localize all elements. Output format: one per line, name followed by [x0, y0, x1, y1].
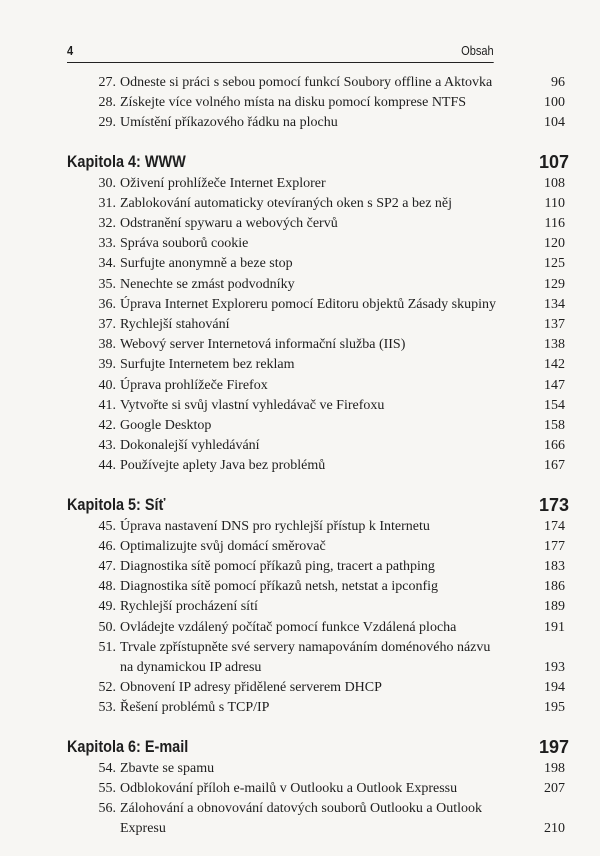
entry-title: Vytvořte si svůj vlastní vyhledávač ve Firefoxu	[120, 397, 385, 413]
chapter-heading	[67, 150, 569, 174]
entry-page: 189	[544, 599, 565, 615]
entry-page: 125	[544, 256, 565, 272]
entry-number: 54.	[98, 760, 116, 776]
entry-title: Rychlejší procházení sítí	[120, 599, 258, 615]
chapter-page: 107	[538, 151, 569, 172]
toc-entry	[67, 275, 569, 295]
toc-entry	[67, 174, 569, 194]
entry-page: 177	[544, 538, 565, 554]
toc-entry	[67, 93, 569, 113]
chapter-title: Kapitola 6: E-mail	[67, 736, 189, 756]
entry-number: 28.	[98, 95, 116, 111]
chapter-page: 173	[538, 494, 569, 515]
entry-number: 46.	[98, 538, 116, 554]
entry-title: Získejte více volného místa na disku pomocí komprese NTFS	[120, 95, 467, 111]
entry-title: Odstranění spywaru a webových červů	[120, 216, 338, 232]
chapter-page: 197	[538, 736, 569, 757]
entry-title: Umístění příkazového řádku na plochu	[120, 115, 338, 131]
entry-page: 142	[544, 357, 565, 373]
entry-number: 56.	[98, 801, 116, 817]
entry-title: Odblokování příloh e-mailů v Outlooku a Outlook Expressu	[120, 780, 458, 796]
entry-page: 138	[544, 337, 565, 353]
toc-entry	[67, 113, 569, 133]
toc-entry	[67, 537, 569, 557]
entry-number: 40.	[98, 377, 116, 393]
section-title: Obsah	[461, 43, 494, 58]
entry-number: 34.	[98, 256, 116, 272]
toc-entry	[67, 456, 569, 476]
toc-entry	[67, 517, 569, 537]
entry-page: 110	[544, 195, 565, 211]
entry-title: Ovládejte vzdálený počítač pomocí funkce Vzdálená plocha	[120, 619, 457, 635]
chapter-title: Kapitola 5: Síť	[67, 494, 166, 514]
toc-entry	[67, 254, 569, 274]
entry-page: 191	[544, 619, 565, 635]
entry-title: Diagnostika sítě pomocí příkazů netsh, netstat a ipconfig	[120, 579, 439, 595]
table-of-contents	[67, 73, 569, 856]
toc-entry	[67, 799, 569, 839]
entry-page: 186	[544, 579, 565, 595]
toc-entry	[67, 577, 569, 597]
entry-page: 96	[551, 75, 565, 90]
entry-title: Obnovení IP adresy přidělené serverem DHCP	[120, 680, 382, 696]
entry-page: 207	[544, 780, 565, 796]
entry-number: 42.	[98, 418, 116, 434]
toc-entry	[67, 597, 569, 617]
toc-entry	[67, 315, 569, 335]
entry-title: Trvale zpřístupněte své servery namapováním doménového názvu na dynamickou IP adresu	[120, 639, 491, 676]
entry-page: 174	[544, 518, 565, 534]
toc-section	[67, 150, 569, 477]
chapter-heading	[67, 735, 569, 759]
entry-page: 195	[544, 700, 565, 716]
toc-entry	[67, 234, 569, 254]
entry-number: 33.	[98, 236, 116, 252]
entry-number: 49.	[98, 599, 116, 615]
entry-number: 37.	[98, 317, 116, 333]
toc-entry	[67, 759, 569, 779]
entry-number: 44.	[98, 458, 116, 474]
entry-page: 120	[544, 236, 565, 252]
toc-entry	[67, 295, 569, 315]
entry-page: 193	[544, 660, 565, 676]
entry-number: 36.	[98, 296, 116, 312]
running-header	[67, 40, 494, 63]
entry-page: 154	[544, 397, 565, 413]
entry-title: Optimalizujte svůj domácí směrovač	[120, 538, 326, 554]
entry-number: 29.	[98, 115, 116, 131]
entry-page: 183	[544, 559, 565, 575]
entry-number: 32.	[98, 216, 116, 232]
entry-number: 43.	[98, 438, 116, 454]
chapter-title: Kapitola 4: WWW	[67, 151, 186, 171]
entry-title: Nenechte se zmást podvodníky	[120, 276, 295, 292]
entry-title: Správa souborů cookie	[120, 236, 249, 252]
entry-page: 166	[544, 438, 565, 454]
entry-number: 45.	[98, 518, 116, 534]
entry-title: Zbavte se spamu	[120, 760, 215, 776]
toc-entry	[67, 678, 569, 698]
entry-page: 134	[544, 296, 565, 312]
entry-title: Oživení prohlížeče Internet Explorer	[120, 175, 326, 191]
entry-page: 129	[544, 276, 565, 292]
entry-title: Zablokování automaticky otevíraných oken s SP2 a bez něj	[120, 195, 453, 211]
entry-page: 147	[544, 377, 565, 393]
entry-title: Používejte aplety Java bez problémů	[120, 458, 326, 474]
entry-title: Úprava prohlížeče Firefox	[120, 377, 268, 393]
toc-entry	[67, 638, 569, 678]
entry-page: 104	[544, 115, 565, 131]
entry-title: Google Desktop	[120, 418, 212, 434]
chapter-heading	[67, 493, 569, 517]
entry-number: 52.	[98, 680, 116, 696]
toc-entry	[67, 194, 569, 214]
toc-entry	[67, 214, 569, 234]
entry-title: Dokonalejší vyhledávání	[120, 438, 260, 454]
toc-section	[67, 493, 569, 719]
entry-number: 31.	[98, 195, 116, 211]
entry-page: 158	[544, 418, 565, 434]
entry-number: 48.	[98, 579, 116, 595]
toc-entry	[67, 436, 569, 456]
entry-title: Surfujte Internetem bez reklam	[120, 357, 295, 373]
entry-title: Úprava nastavení DNS pro rychlejší přístup k Internetu	[120, 518, 430, 534]
toc-entry	[67, 416, 569, 436]
entry-page: 108	[544, 175, 565, 191]
entry-page: 167	[544, 458, 565, 474]
entry-title: Zálohování a obnovování datových souborů Outlooku a Outlook Expresu	[120, 801, 482, 837]
entry-page: 137	[544, 317, 565, 333]
entry-title: Úprava Internet Exploreru pomocí Editoru objektů Zásady skupiny	[120, 296, 496, 312]
page-number: 4	[67, 43, 74, 58]
entry-number: 27.	[98, 75, 116, 90]
entry-number: 35.	[98, 276, 116, 292]
entry-page: 116	[544, 216, 565, 232]
toc-section	[67, 73, 569, 134]
entry-number: 38.	[98, 337, 116, 353]
entry-page: 198	[544, 760, 565, 776]
entry-page: 194	[544, 680, 565, 696]
entry-title: Surfujte anonymně a beze stop	[120, 256, 293, 272]
toc-entry	[67, 73, 569, 93]
entry-number: 53.	[98, 700, 116, 716]
entry-title: Webový server Internetová informační služba (IIS)	[120, 337, 406, 353]
entry-number: 55.	[98, 780, 116, 796]
entry-title: Odneste si práci s sebou pomocí funkcí Soubory offline a Aktovka	[120, 75, 493, 90]
toc-entry	[67, 618, 569, 638]
toc-entry	[67, 557, 569, 577]
entry-title: Diagnostika sítě pomocí příkazů ping, tracert a pathping	[120, 559, 435, 575]
entry-number: 47.	[98, 559, 116, 575]
entry-title: Řešení problémů s TCP/IP	[120, 700, 270, 716]
entry-number: 50.	[98, 619, 116, 635]
toc-entry	[67, 698, 569, 718]
entry-number: 30.	[98, 175, 116, 191]
entry-page: 210	[544, 821, 565, 837]
toc-entry	[67, 779, 569, 799]
entry-number: 41.	[98, 397, 116, 413]
toc-entry	[67, 335, 569, 355]
toc-entry	[67, 355, 569, 375]
entry-number: 51.	[98, 639, 116, 655]
toc-entry	[67, 396, 569, 416]
toc-entry	[67, 376, 569, 396]
entry-number: 39.	[98, 357, 116, 373]
entry-page: 100	[544, 95, 565, 111]
entry-title: Rychlejší stahování	[120, 317, 230, 333]
toc-section	[67, 735, 569, 840]
